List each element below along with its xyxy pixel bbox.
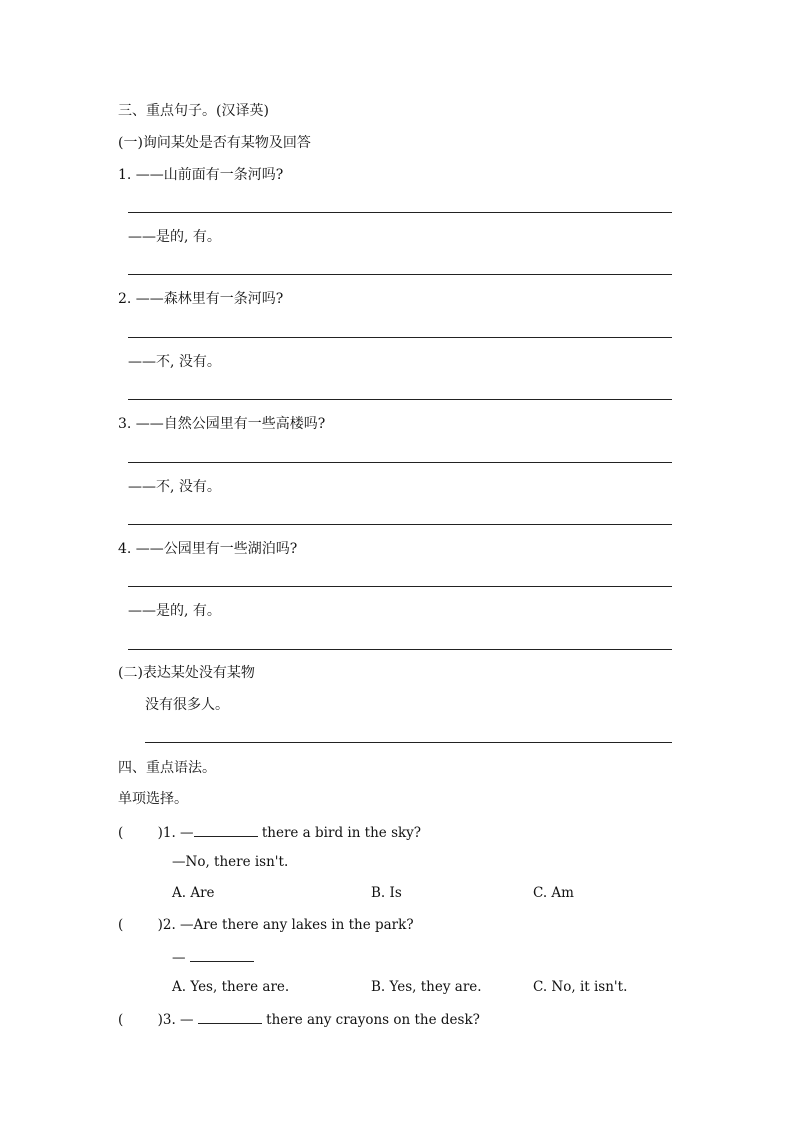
- answer-paren[interactable]: ( ): [118, 1012, 163, 1028]
- q2-option-b[interactable]: B. Yes, they are.: [371, 979, 482, 995]
- mc-question-1: [118, 822, 421, 842]
- answer-line-3q: [128, 462, 672, 463]
- part-1-title: (一)询问某处是否有某物及回答: [118, 135, 311, 151]
- mc-question-1-sub: —No, there isn't.: [172, 854, 289, 870]
- fill-blank[interactable]: [198, 1009, 262, 1024]
- answer-prompt-4: ——是的, 有。: [128, 603, 221, 619]
- q1-option-b[interactable]: B. Is: [371, 885, 402, 901]
- mc-question-2-sub: [172, 947, 254, 967]
- answer-line-3a: [128, 524, 672, 525]
- answer-paren[interactable]: ( ): [118, 917, 163, 933]
- dash: —: [172, 950, 186, 966]
- q2-option-c[interactable]: C. No, it isn't.: [533, 979, 628, 995]
- section-4-title: 四、重点语法。: [118, 760, 216, 776]
- question-1: 1. ——山前面有一条河吗?: [118, 167, 284, 183]
- answer-line-4q: [128, 586, 672, 587]
- question-4: 4. ——公园里有一些湖泊吗?: [118, 541, 298, 557]
- mc-question-3: [118, 1009, 480, 1029]
- fill-blank[interactable]: [190, 947, 254, 962]
- answer-line-1q: [128, 212, 672, 213]
- answer-line-2a: [128, 399, 672, 400]
- answer-line-1a: [128, 274, 672, 275]
- answer-paren[interactable]: ( ): [118, 825, 163, 841]
- fill-blank[interactable]: [194, 822, 258, 837]
- question-3: 3. ——自然公园里有一些高楼吗?: [118, 416, 326, 432]
- answer-prompt-3: ——不, 没有。: [128, 479, 221, 495]
- question-2: 2. ——森林里有一条河吗?: [118, 291, 284, 307]
- mc-question-2: [118, 916, 414, 934]
- question-text: 2. —Are there any lakes in the park?: [162, 917, 414, 933]
- section-4-subtitle: 单项选择。: [118, 791, 188, 807]
- answer-prompt-2: ——不, 没有。: [128, 354, 221, 370]
- answer-line-4a: [128, 649, 672, 650]
- answer-line-part2: [145, 742, 672, 743]
- question-stem: there a bird in the sky?: [261, 825, 422, 841]
- q1-option-c[interactable]: C. Am: [533, 885, 574, 901]
- q2-option-a[interactable]: A. Yes, there are.: [172, 979, 290, 995]
- answer-line-2q: [128, 337, 672, 338]
- question-number: 1. —: [162, 825, 194, 841]
- q1-option-a[interactable]: A. Are: [172, 885, 215, 901]
- part-2-sentence: 没有很多人。: [145, 697, 229, 713]
- question-stem: there any crayons on the desk?: [266, 1012, 480, 1028]
- part-2-title: (二)表达某处没有某物: [118, 665, 255, 681]
- section-3-title: 三、重点句子。(汉译英): [118, 103, 269, 119]
- answer-prompt-1: ——是的, 有。: [128, 229, 221, 245]
- question-number: 3. —: [162, 1012, 194, 1028]
